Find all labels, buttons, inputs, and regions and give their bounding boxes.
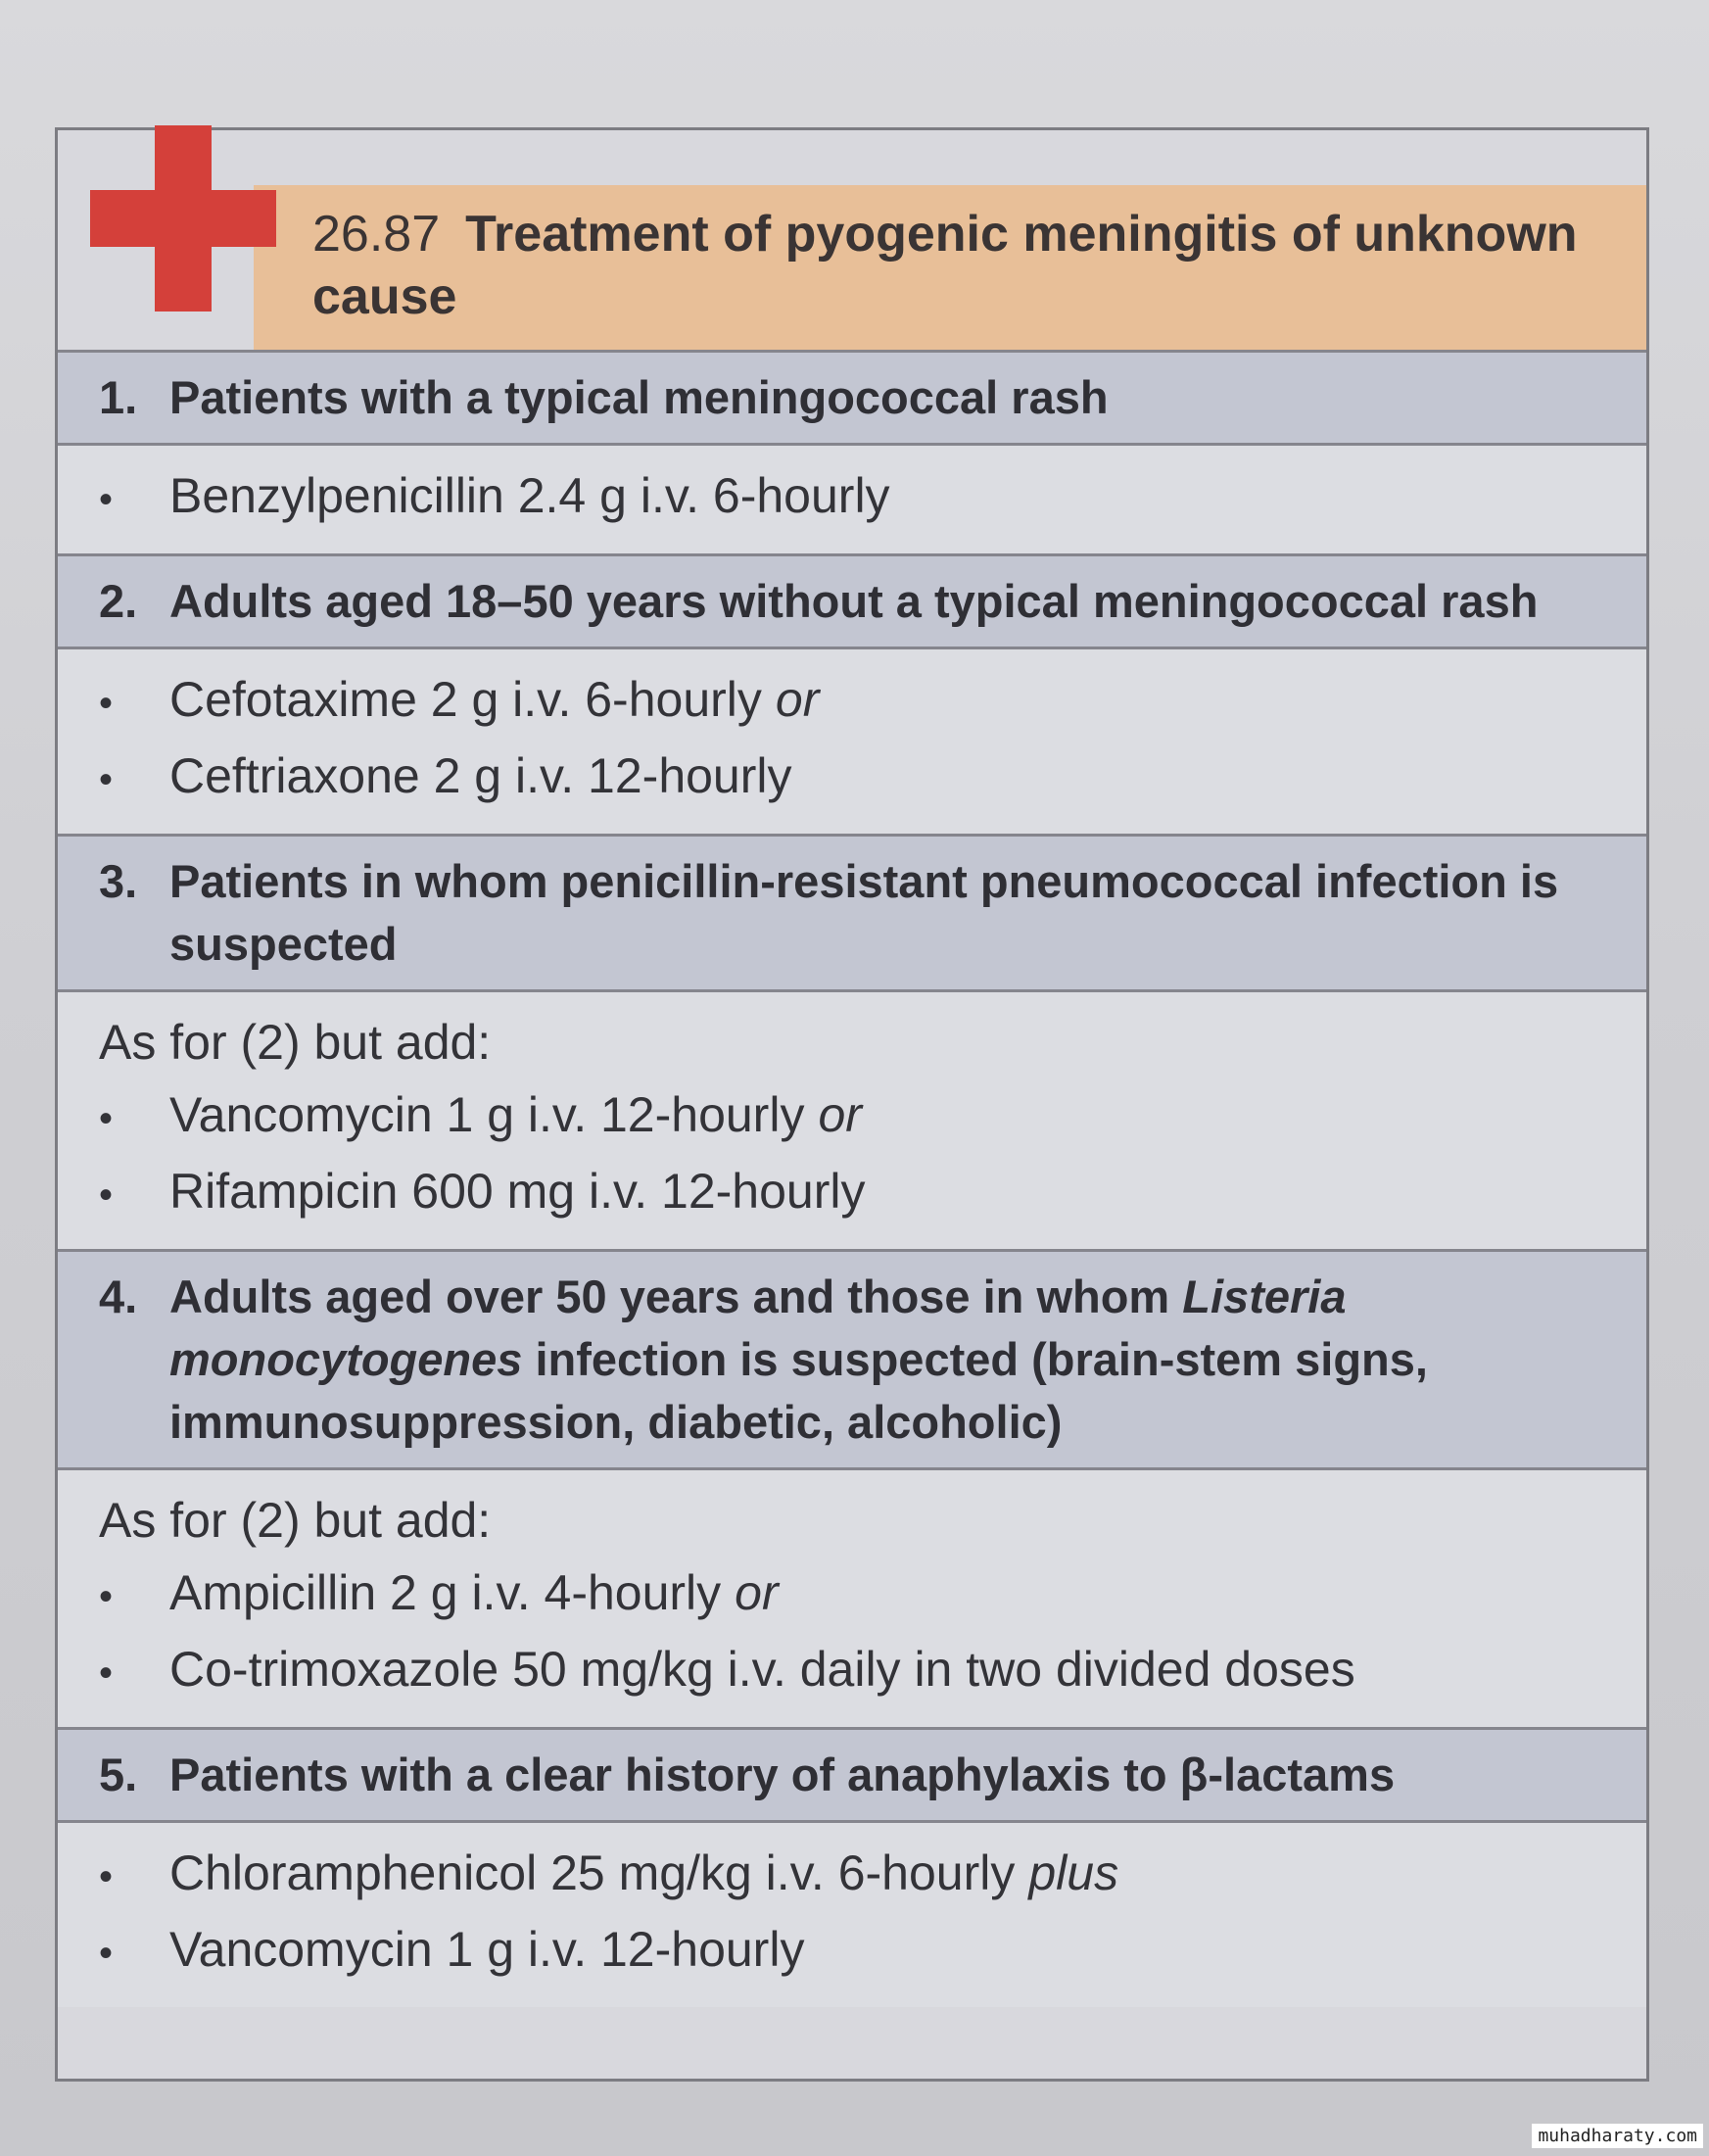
drug-text: Rifampicin 600 mg i.v. 12-hourly: [169, 1164, 866, 1219]
bullet-icon: •: [99, 478, 114, 521]
section-heading-text: Patients in whom penicillin-resistant pneumococcal infection is suspected: [169, 855, 1559, 970]
heading-part: Adults aged over 50 years and those in whom: [169, 1270, 1170, 1322]
section-intro: As for (2) but add:: [99, 1015, 492, 1070]
list-item: [99, 1078, 1607, 1155]
heading-part: infection is suspected (brain-stem signs, immunosuppression, diabetic, alcoholic): [169, 1333, 1428, 1448]
list-item: [99, 663, 1607, 740]
drug-text: Ampicillin 2 g i.v. 4-hourly: [169, 1565, 722, 1620]
section-body-4: [58, 1470, 1646, 1727]
section-body-3: [58, 992, 1646, 1249]
section-number: 1.: [99, 371, 138, 423]
heading-italic-part: Listeria monocytogenes: [169, 1270, 1347, 1385]
section-body-5: [58, 1823, 1646, 2007]
drug-text: Vancomycin 1 g i.v. 12-hourly: [169, 1087, 805, 1142]
section-heading-1: [58, 350, 1646, 446]
table-title-row: [58, 130, 1646, 350]
drug-text: Ceftriaxone 2 g i.v. 12-hourly: [169, 748, 792, 803]
section-heading-3: [58, 834, 1646, 992]
section-heading-text: Patients with a typical meningococcal rash: [169, 371, 1109, 423]
section-heading-5: [58, 1727, 1646, 1823]
bullet-icon: •: [99, 1097, 114, 1140]
treatment-table: [55, 127, 1649, 2082]
bullet-icon: •: [99, 758, 114, 801]
table-title-text: Treatment of pyogenic meningitis of unknown cause: [312, 206, 1578, 325]
bullet-icon: •: [99, 1174, 114, 1217]
section-heading-text: [169, 1266, 1607, 1454]
list-item: [99, 1155, 1607, 1231]
conjunction: or: [818, 1087, 862, 1142]
drug-text: Vancomycin 1 g i.v. 12-hourly: [169, 1922, 805, 1977]
section-body-1: [58, 446, 1646, 553]
section-heading-text: Patients with a clear history of anaphylaxis to β-lactams: [169, 1749, 1396, 1800]
section-heading-text: Adults aged 18–50 years without a typical meningococcal rash: [169, 575, 1539, 627]
conjunction: plus: [1028, 1845, 1119, 1900]
table-title: [254, 185, 1646, 350]
watermark: muhadharaty.com: [1532, 2124, 1703, 2148]
section-number: 3.: [99, 855, 138, 907]
bullet-icon: •: [99, 682, 114, 725]
list-item: [99, 1633, 1607, 1709]
red-cross-horizontal: [90, 190, 276, 247]
conjunction: or: [775, 672, 820, 727]
bullet-icon: •: [99, 1652, 114, 1695]
section-number: 2.: [99, 575, 138, 627]
section-heading-2: [58, 553, 1646, 649]
table-number: 26.87: [312, 206, 441, 263]
list-item: [99, 459, 1607, 536]
list-item: [99, 1557, 1607, 1633]
drug-text: Cefotaxime 2 g i.v. 6-hourly: [169, 672, 762, 727]
bullet-icon: •: [99, 1855, 114, 1898]
red-cross-icon: [90, 125, 276, 311]
section-heading-4: [58, 1249, 1646, 1470]
drug-text: Co-trimoxazole 50 mg/kg i.v. daily in two divided doses: [169, 1642, 1355, 1697]
bullet-icon: •: [99, 1575, 114, 1618]
section-body-2: [58, 649, 1646, 834]
section-number: 4.: [99, 1270, 138, 1322]
drug-text: Chloramphenicol 25 mg/kg i.v. 6-hourly: [169, 1845, 1016, 1900]
list-item: [99, 1837, 1607, 1913]
list-item: [99, 1913, 1607, 1989]
conjunction: or: [735, 1565, 779, 1620]
section-intro: As for (2) but add:: [99, 1493, 492, 1548]
section-number: 5.: [99, 1749, 138, 1800]
drug-text: Benzylpenicillin 2.4 g i.v. 6-hourly: [169, 468, 890, 523]
bullet-icon: •: [99, 1932, 114, 1975]
list-item: [99, 740, 1607, 816]
